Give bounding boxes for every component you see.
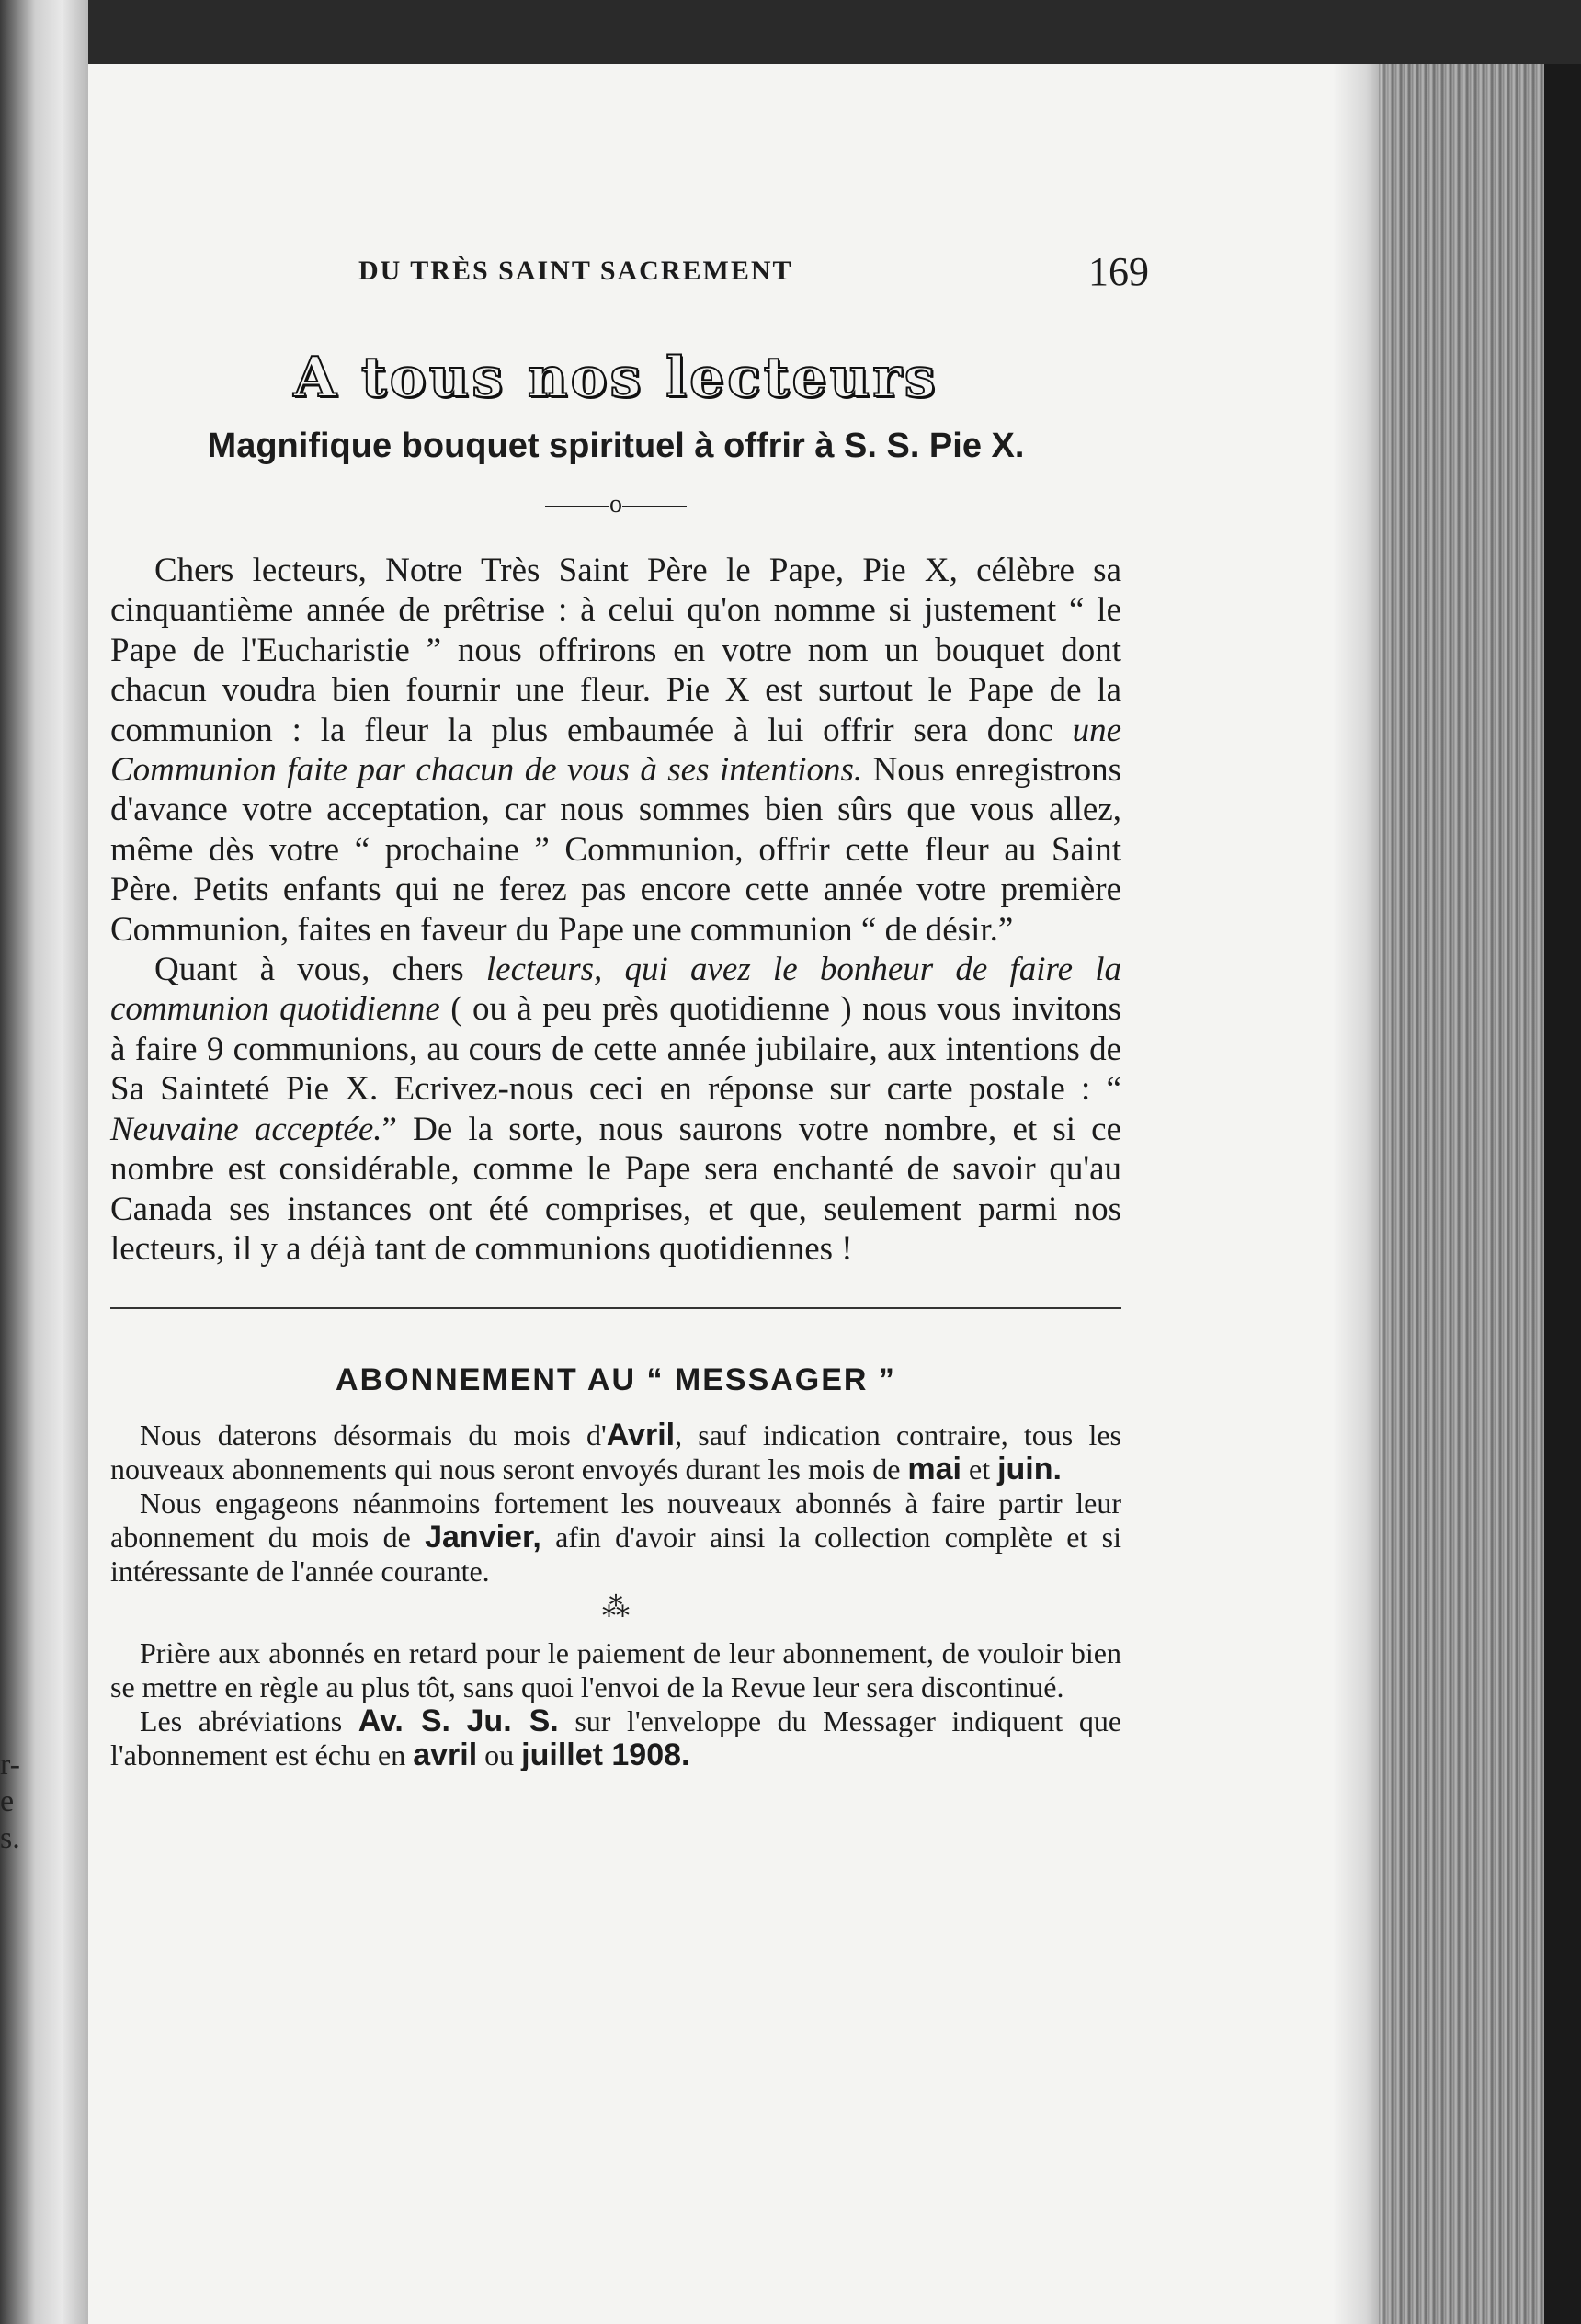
bold-run: juin. [997, 1452, 1062, 1487]
scan-background [1544, 64, 1581, 2324]
italic-run: Neuvaine acceptée. [110, 1110, 382, 1148]
text-run: afin d'avoir ainsi la collection complète et si intéressante de l'année courante. [110, 1521, 1122, 1589]
margin-mark: r- [0, 1748, 20, 1782]
article-body [110, 551, 1121, 1269]
text-run: , sauf indication contraire, tous les nouveaux abonnements qui nous seront envoyés durant les mois de [110, 1418, 1122, 1487]
bold-run: Janvier, [425, 1520, 541, 1555]
ornament-divider [110, 486, 1121, 523]
notice-title: ABONNEMENT AU “ MESSAGER ” [336, 1362, 896, 1398]
text-run: Nous daterons désormais du mois d' [140, 1418, 607, 1452]
page-number: 169 [1088, 249, 1149, 294]
page-content [110, 248, 1149, 1773]
text-run: et [961, 1452, 998, 1487]
article-paragraph [110, 551, 1121, 950]
notice-paragraph [110, 1487, 1121, 1589]
article-subtitle: Magnifique bouquet spirituel à offrir à S. S. Pie X. [207, 427, 1025, 465]
running-head [110, 248, 1149, 294]
section-divider [110, 1307, 1121, 1309]
ornament-circle: o [609, 490, 622, 518]
margin-mark: e [0, 1784, 15, 1818]
text-run: Chers lecteurs, Notre Très Saint Père le Pape, Pie X, célèbre sa cinquantième année de prêtrise : à celui qu'on nomme si justement “ le Pape de l'Eucharistie ” nous offrirons en votre nom un bouquet dont chacun voudra bien fournir une fleur. Pie X est surtout le Pape de la communion : la fleur la plus embaumée à lui offrir sera donc [110, 552, 1121, 749]
text-run: Les abréviations [140, 1704, 358, 1738]
italic-run: une Communion faite par chacun de vous à ses intentions. [110, 711, 1121, 790]
article-title: A tous nos lecteurs [293, 346, 938, 410]
bold-run: Avril [606, 1418, 676, 1453]
text-run [450, 1704, 467, 1737]
facing-page-edge [0, 0, 88, 2324]
ornament-rule [545, 506, 609, 507]
text-run: ou [477, 1738, 522, 1772]
text-run: sur l'enveloppe du Messager indiquent que l'abonnement est échu en [110, 1704, 1122, 1772]
text-run: ( ou à peu près quotidienne ) nous vous invitons à faire 9 communions, au cours de cette année jubilaire, aux intentions de Sa Sainteté Pie X. Ecrivez-nous ceci en réponse sur carte postale : “ [110, 990, 1121, 1109]
notice-paragraph [110, 1704, 1121, 1772]
bold-run: avril [413, 1737, 478, 1773]
notice-paragraph [110, 1418, 1121, 1487]
margin-mark: s. [0, 1821, 20, 1855]
text-run: Quant à vous, chers [154, 951, 486, 989]
bold-run: Av. S. [358, 1703, 450, 1739]
bold-run: Ju. S. [466, 1703, 559, 1739]
bold-run: juillet 1908. [521, 1737, 690, 1773]
ornament-rule [622, 506, 687, 507]
article-paragraph [110, 950, 1121, 1269]
book-fore-edge [1379, 64, 1572, 2324]
notice-body [110, 1418, 1121, 1772]
text-run: Nous enregistrons d'avance votre acceptation, car nous sommes bien sûrs que vous allez, même dès votre “ prochaine ” Communion, offrir cette fleur au Saint Père. Petits enfants qui ne ferez pas encore cette année votre première Communion, faites en faveur du Pape une communion “ de désir.” [110, 751, 1121, 949]
italic-run: lecteurs, qui avez le bonheur de faire la communion quotidienne [110, 951, 1121, 1029]
notice-paragraph: Prière aux abonnés en retard pour le paiement de leur abonnement, de vouloir bien se mettre en règle au plus tôt, sans quoi l'envoi de la Revue leur sera discontinué. [110, 1636, 1121, 1704]
running-title: DU TRÈS SAINT SACREMENT [358, 256, 793, 286]
asterism: ⁂ [602, 1592, 630, 1623]
text-run: Nous engageons néanmoins fortement les nouveaux abonnés à faire partir leur abonnement du mois de [110, 1487, 1121, 1555]
bold-run: mai [907, 1452, 961, 1487]
facing-page-marks [0, 1747, 18, 1857]
text-run: ” De la sorte, nous saurons votre nombre, et si ce nombre est considérable, comme le Pape sera enchanté de savoir qu'au Canada ses instances ont été comprises, et que, seulement parmi nos lecteurs, il y a déjà tant de communions quotidiennes ! [110, 1110, 1121, 1268]
